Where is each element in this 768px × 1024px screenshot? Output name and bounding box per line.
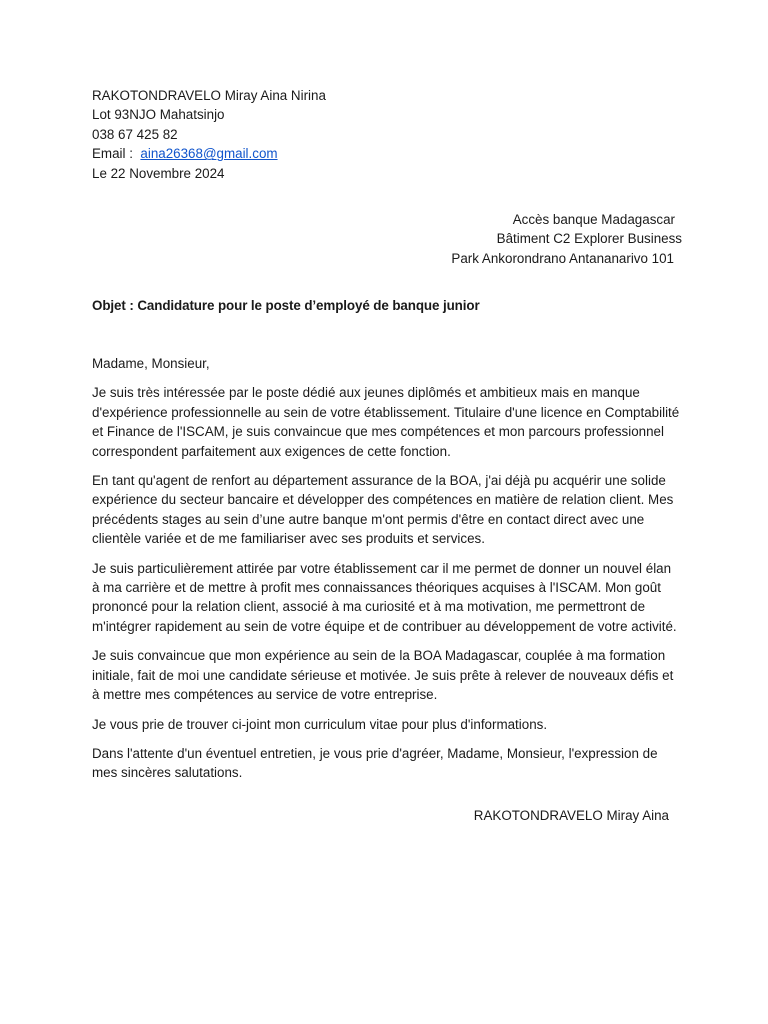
salutation: Madame, Monsieur, <box>92 356 210 371</box>
recipient-block <box>382 210 682 268</box>
letter-date: Le 22 Novembre 2024 <box>92 165 225 181</box>
recipient-building: Bâtiment C2 Explorer Business <box>496 231 682 247</box>
email-label: Email : <box>92 146 133 162</box>
paragraph: En tant qu'agent de renfort au département assurance de la BOA, j'ai déjà pu acquérir une solide expérience du secteur bancaire et développer des compétences en matière de relation client. Mes précédents stages au sein d’une autre banque m'ont permis d'être en contact direct avec une clientèle variée et de me familiariser avec ses produits et services. <box>92 473 674 547</box>
paragraph: Je vous prie de trouver ci-joint mon curriculum vitae pour plus d'informations. <box>92 716 548 732</box>
email-link[interactable]: aina26368@gmail.com <box>140 146 278 162</box>
recipient-address: Park Ankorondrano Antananarivo 101 <box>451 250 674 266</box>
recipient-name: Accès banque Madagascar <box>512 212 675 227</box>
sender-phone: 038 67 425 82 <box>92 126 178 142</box>
paragraph: Je suis convaincue que mon expérience au sein de la BOA Madagascar, couplée à ma formation initiale, fait de moi une candidate sérieuse et motivée. Je suis prête à relever de nouveaux défis et à mettre mes compétences au service de votre entreprise. <box>92 648 674 703</box>
letter-page <box>92 86 682 823</box>
paragraph: Je suis particulièrement attirée par votre établissement car il me permet de donner un nouvel élan à ma carrière et de mettre à profit mes connaissances théoriques acquises à l'ISCAM. Mon goût prononcé pour la relation client, associé à ma curiosité et à ma motivation, me permettront de m'intégrer rapidement au sein de votre équipe et de contribuer au développement de votre activité. <box>92 560 677 634</box>
sender-name: RAKOTONDRAVELO Miray Aina Nirina <box>92 88 326 103</box>
letter-body <box>92 354 682 793</box>
signature: RAKOTONDRAVELO Miray Aina <box>473 808 669 823</box>
sender-address: Lot 93NJO Mahatsinjo <box>92 107 225 123</box>
sender-block <box>92 86 682 183</box>
paragraph: Dans l'attente d'un éventuel entretien, je vous prie d'agréer, Madame, Monsieur, l'expression de mes sincères salutations. <box>92 745 658 781</box>
letter-subject: Objet : Candidature pour le poste d’employé de banque junior <box>92 298 480 313</box>
paragraph: Je suis très intéressée par le poste dédié aux jeunes diplômés et ambitieux mais en manque d'expérience professionnelle au sein de votre établissement. Titulaire d'une licence en Comptabilité et Finance de l'ISCAM, je suis convaincue que mes compétences et mon parcours professionnel correspondent parfaitement aux exigences de cette fonction. <box>92 385 680 459</box>
sender-email-line <box>92 144 682 163</box>
